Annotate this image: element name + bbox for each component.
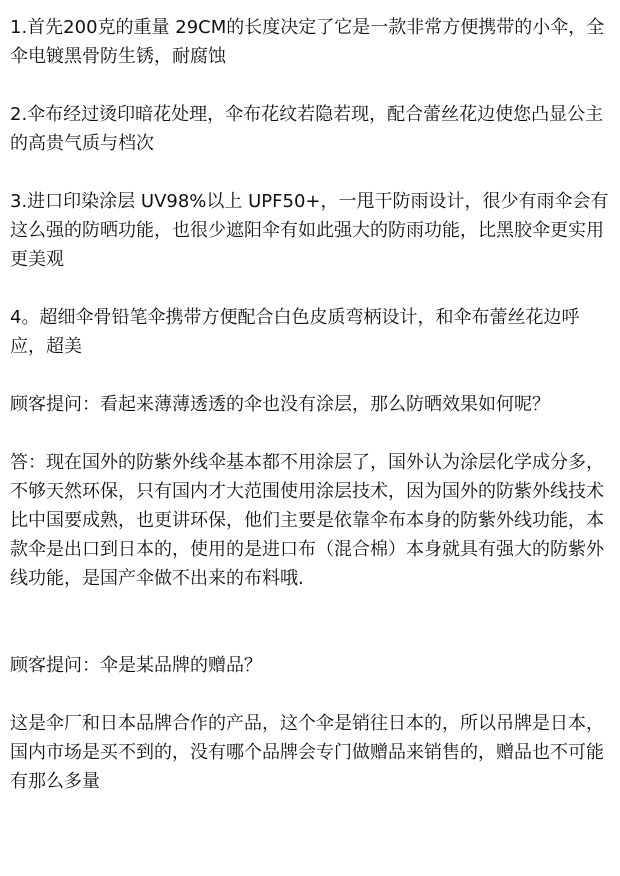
customer-question-gift-paragraph: 顾客提问：伞是某品牌的赠品？ [10,655,262,676]
answer-coating-paragraph: 答：现在国外的防紫外线伞基本都不用涂层了，国外认为涂层化学成分多，不够天然环保，只有国内才大范围使用涂层技术，因为国外的防紫外线技术比中国要成熟，也更讲环保，他们主要是依靠伞布本身的防紫外线功能，本款伞是出口到日本的，使用的是进口布（混合棉）本身就具有强大的防紫外线功能，是国产伞做不出来的布料哦. [10,452,604,589]
feature-weight-length-paragraph: 1.首先200克的重量 29CM的长度决定了它是一款非常方便携带的小伞，全伞电镀黑骨防生锈，耐腐蚀 [10,17,605,67]
answer-gift-paragraph: 这是伞厂和日本品牌合作的产品，这个伞是销往日本的，所以吊牌是日本，国内市场是买不到的，没有哪个品牌会专门做赠品来销售的，赠品也不可能有那么多量 [10,713,604,792]
feature-frame-handle-paragraph: 4。超细伞骨铅笔伞携带方便配合白色皮质弯柄设计，和伞布蕾丝花边呼应，超美 [10,307,580,357]
customer-question-coating-paragraph: 顾客提问：看起来薄薄透透的伞也没有涂层，那么防晒效果如何呢？ [10,394,550,415]
feature-fabric-paragraph: 2.伞布经过烫印暗花处理，伞布花纹若隐若现，配合蕾丝花边使您凸显公主的高贵气质与档次 [10,104,604,154]
feature-uv-coating-paragraph: 3.进口印染涂层 UV98%以上 UPF50+，一甩干防雨设计，很少有雨伞会有这么强的防晒功能，也很少遮阳伞有如此强大的防雨功能，比黑胶伞更实用更美观 [10,191,609,270]
